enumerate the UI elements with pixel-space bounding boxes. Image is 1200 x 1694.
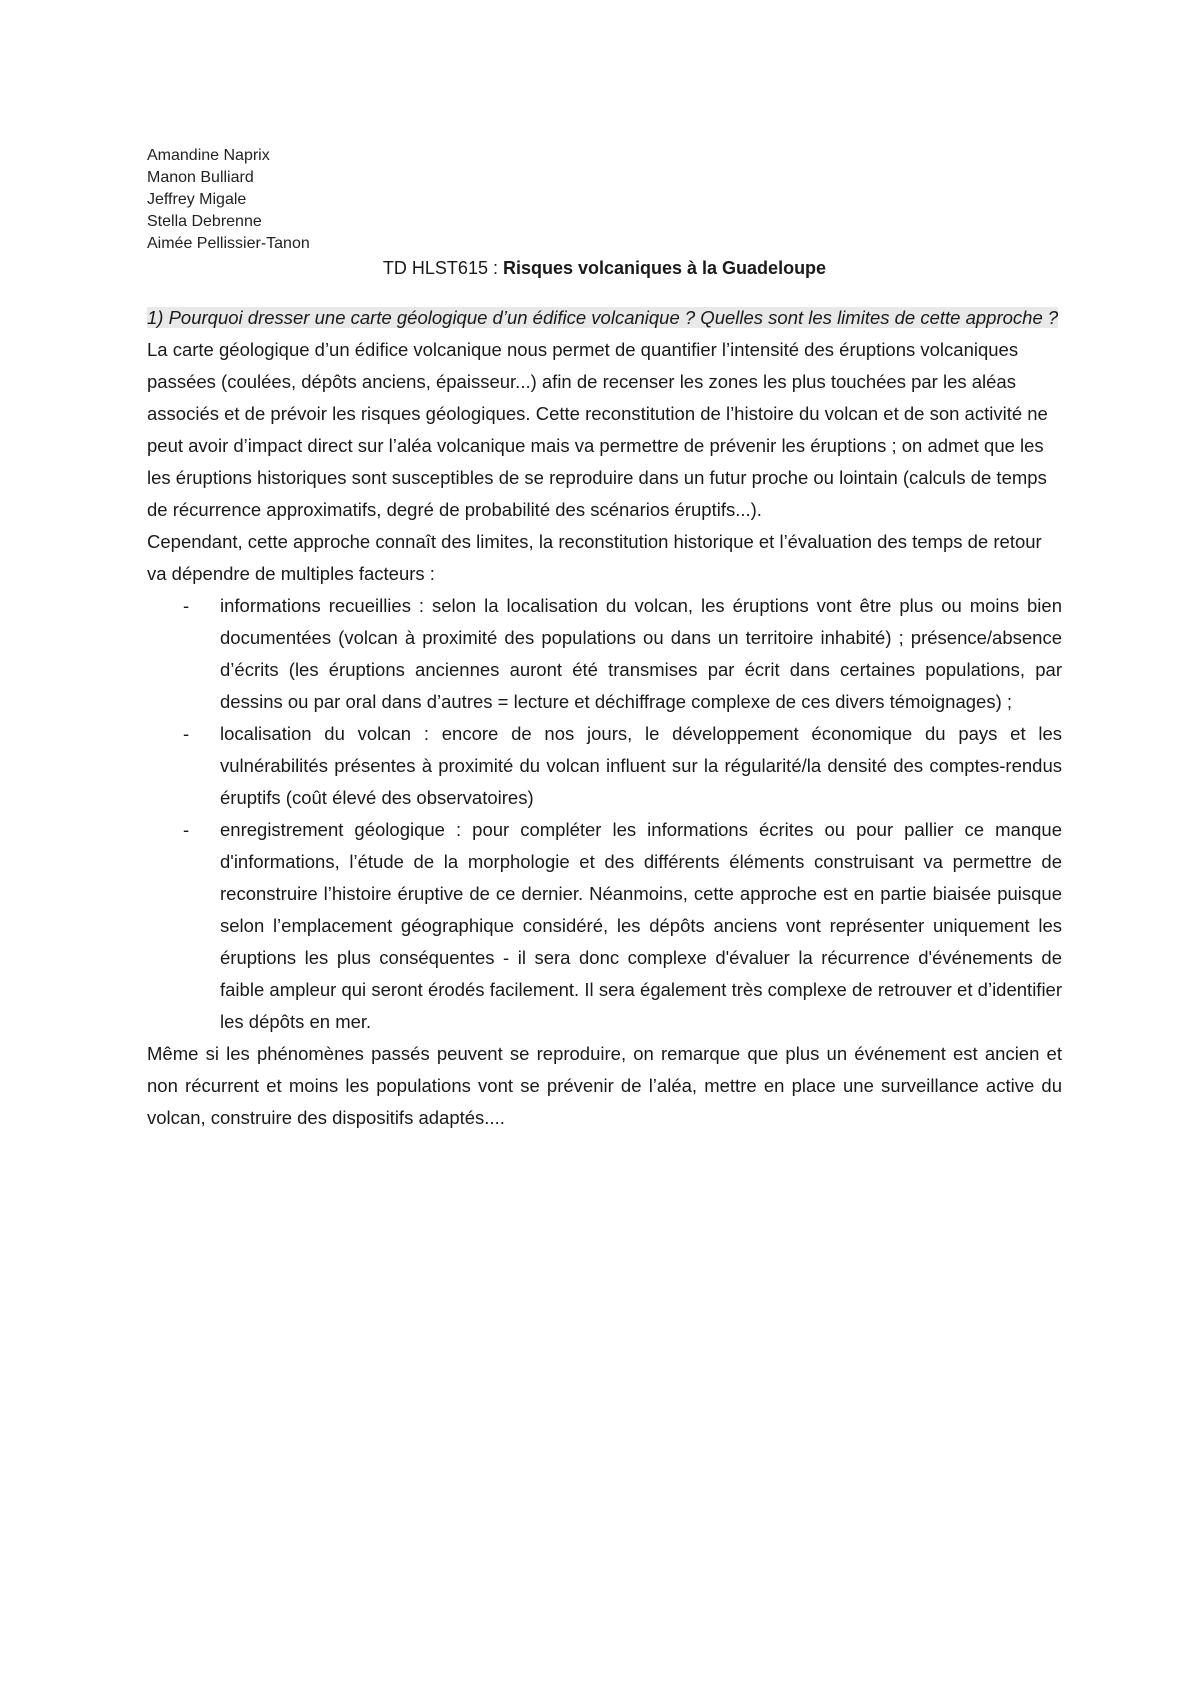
author-name: Amandine Naprix [147, 147, 270, 164]
title-prefix: TD HLST615 : [382, 258, 503, 278]
list-item-text: localisation du volcan : encore de nos jours, le développement économique du pays et les vulnérabilités présentes à proximité du volcan influent sur la régularité/la densité des comptes-rendus éruptifs (coût élevé des observatoires) [220, 723, 1062, 808]
intro-paragraph: La carte géologique d’un édifice volcanique nous permet de quantifier l’intensité des éruptions volcaniques passées (coulées, dépôts anciens, épaisseur...) afin de recenser les zones les plus touchées par les aléas associés et de prévoir les risques géologiques. Cette reconstitution de l’histoire du volcan et de son activité ne peut avoir d’impact direct sur l’aléa volcanique mais va permettre de prévenir les éruptions ; on admet que les les éruptions historiques sont susceptibles de se reproduire dans un futur proche ou lointain (calculs de temps de récurrence approximatifs, degré de probabilité des scénarios éruptifs...). [147, 339, 1048, 520]
limits-list [147, 590, 1062, 1038]
author-name: Manon Bulliard [147, 169, 254, 186]
author-list [147, 145, 310, 255]
author-name: Stella Debrenne [147, 213, 262, 230]
list-item [147, 718, 1062, 814]
question-heading [147, 302, 1062, 334]
list-item-text: informations recueillies : selon la localisation du volcan, les éruptions vont être plus ou moins bien documentées (volcan à proximité des populations ou dans un territoire inhabité) ; présence/absence d’écrits (les éruptions anciennes auront été transmises par écrit dans certaines populations, par dessins ou par oral dans d’autres = lecture et déchiffrage complexe de ces divers témoignages) ; [220, 595, 1062, 712]
document-body [147, 302, 1062, 1134]
document-title [147, 256, 1062, 280]
author-name: Aimée Pellissier-Tanon [147, 235, 310, 252]
author-name: Jeffrey Migale [147, 191, 247, 208]
conclusion-paragraph: Même si les phénomènes passés peuvent se reproduire, on remarque que plus un événement est ancien et non récurrent et moins les populations vont se prévenir de l’aléa, mettre en place une surveillance active du volcan, construire des dispositifs adaptés.... [147, 1043, 1062, 1128]
title-subject: Risques volcaniques à la Guadeloupe [502, 258, 827, 278]
list-dash: - [183, 819, 190, 840]
list-item [147, 814, 1062, 1038]
list-dash: - [183, 595, 190, 616]
list-item [147, 590, 1062, 718]
question-text: 1) Pourquoi dresser une carte géologique d’un édifice volcanique ? Quelles sont les limites de cette approche ? [147, 307, 1059, 328]
list-dash: - [183, 723, 190, 744]
limits-paragraph: Cependant, cette approche connaît des limites, la reconstitution historique et l’évaluation des temps de retour va dépendre de multiples facteurs : [147, 531, 1042, 584]
list-item-text: enregistrement géologique : pour compléter les informations écrites ou pour pallier ce manque d'informations, l’étude de la morphologie et des différents éléments construisant va permettre de reconstruire l’histoire éruptive de ce dernier. Néanmoins, cette approche est en partie biaisée puisque selon l’emplacement géographique considéré, les dépôts anciens vont représenter uniquement les éruptions les plus conséquentes - il sera donc complexe d'évaluer la récurrence d'événements de faible ampleur qui seront érodés facilement. Il sera également très complexe de retrouver et d’identifier les dépôts en mer. [220, 819, 1062, 1032]
